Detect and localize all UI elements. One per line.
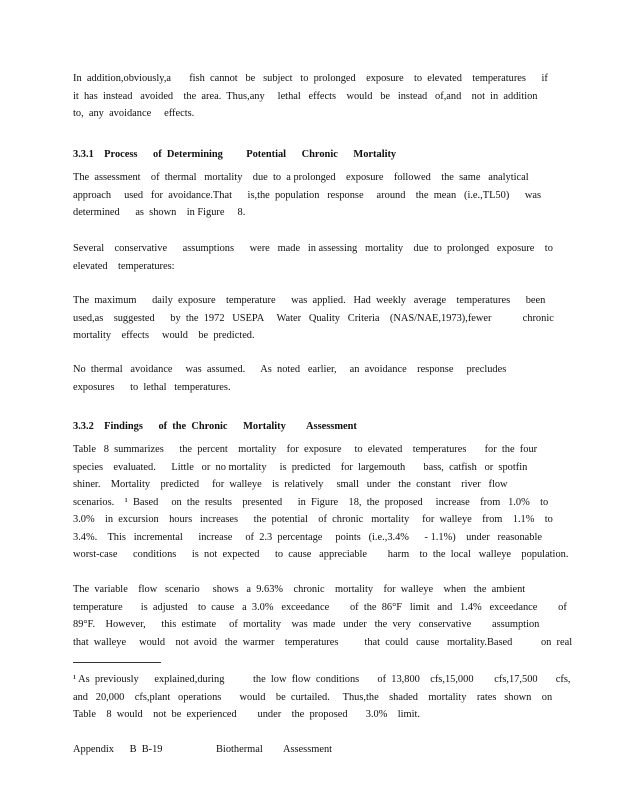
text-line: it has instead avoided the area. Thus,any lethal effects would be instead of,and not in addition [73,90,538,102]
text-line: 3.4%. This incremental increase of 2.3 percentage points (i.e.,3.4% - 1.1%) under reasonable [73,531,542,543]
text-line: scenarios. ¹ Based on the results presented in Figure 18, the proposed increase from 1.0% to [73,496,549,508]
page-footer-right: Biothermal Assessment [216,744,333,755]
footnote-separator [73,662,161,663]
text-line: ¹ As previously explained,during the low flow conditions of 13,800 cfs,15,000 cfs,17,500 cfs, [73,674,571,685]
section-331-paragraph-3 [73,292,553,345]
section-331-paragraph-1 [73,169,553,222]
text-line: Table 8 would not be experienced under the proposed 3.0% limit. [73,709,420,720]
text-line: The variable flow scenario shows a 9.63% chronic mortality for walleye when the ambient [73,584,526,595]
text-line: worst-case conditions is not expected to cause appreciable harm to the local walleye population. [73,549,569,560]
text-line: Several conservative assumptions were made in assessing mortality due to prolonged exposure to [73,243,553,254]
section-heading-3-3-2: 3.3.2 Findings of the Chronic Mortality Assessment [73,421,357,432]
text-line: determined as shown in Figure 8. [73,207,246,218]
text-line: 3.0% in excursion hours increases the potential of chronic mortality for walleye from 1.1% to [73,514,553,525]
section-332-paragraph-2 [73,581,573,651]
text-line: No thermal avoidance was assumed. As noted earlier, an avoidance response precludes [73,364,507,375]
page-footer-left: Appendix B B-19 [73,744,163,755]
section-331-paragraph-4 [73,361,553,396]
text-line: The assessment of thermal mortality due to a prolonged exposure followed the same analytical [73,172,529,183]
text-line: approach used for avoidance.That is,the population response around the mean (i.e.,TL50) was [73,189,542,201]
text-line: species evaluated. Little or no mortality is predicted for largemouth bass, catfish or spotfin [73,461,528,473]
text-line: and 20,000 cfs,plant operations would be curtailed. Thus,the shaded mortality rates shown on [73,691,553,703]
section-331-paragraph-2 [73,240,553,275]
text-line: The maximum daily exposure temperature was applied. Had weekly average temperatures been [73,295,546,306]
text-line: In addition,obviously,a fish cannot be subject to prolonged exposure to elevated temperatures if [73,73,548,84]
text-line: mortality effects would be predicted. [73,330,255,341]
section-heading-3-3-1: 3.3.1 Process of Determining Potential Chronic Mortality [73,149,397,160]
text-line: used,as suggested by the 1972 USEPA Water Quality Criteria (NAS/NAE,1973),fewer chronic [73,312,554,324]
text-line: Table 8 summarizes the percent mortality for exposure to elevated temperatures for the four [73,444,538,455]
text-line: shiner. Mortality predicted for walleye is relatively small under the constant river flow [73,479,508,490]
text-line: 89°F. However, this estimate of mortality was made under the very conservative assumption [73,619,540,630]
text-line: that walleye would not avoid the warmer temperatures that could cause mortality.Based on real [73,636,573,648]
text-line: temperature is adjusted to cause a 3.0% exceedance of the 86°F limit and 1.4% exceedance of [73,601,567,613]
intro-paragraph [73,70,553,123]
text-line: elevated temperatures: [73,260,175,272]
section-332-paragraph-1 [73,441,569,564]
text-line: exposures to lethal temperatures. [73,381,231,393]
text-line: to, any avoidance effects. [73,108,195,119]
footnote [73,671,571,724]
